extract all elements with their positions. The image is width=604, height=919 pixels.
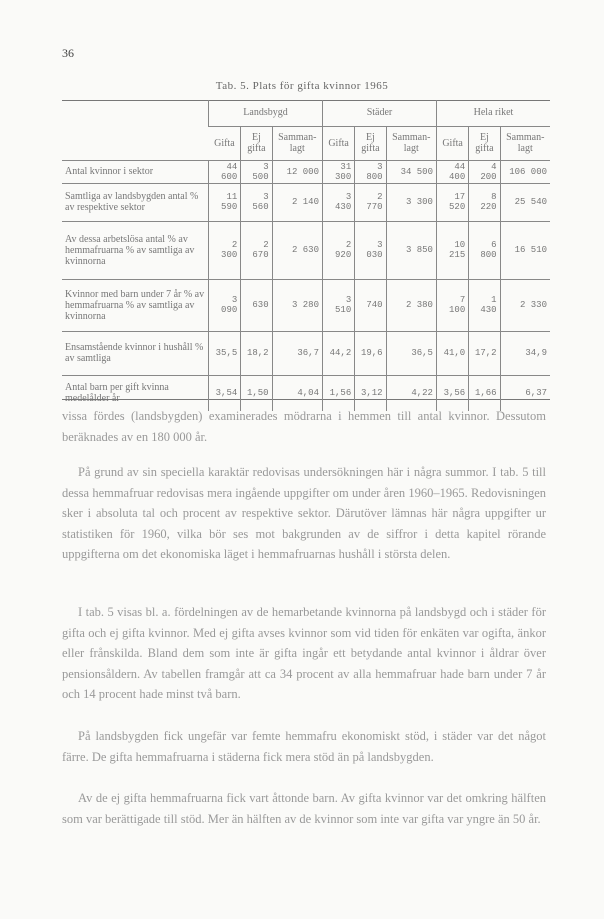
- cell: 2 920: [322, 221, 354, 279]
- group-header-3: Hela riket: [436, 100, 550, 126]
- row-label: Antal barn per gift kvinna medelålder år: [62, 375, 209, 411]
- cell: 44,2: [322, 331, 354, 375]
- cell: 3 500: [241, 160, 272, 183]
- col-header: Ej gifta: [469, 126, 500, 160]
- cell: 12 000: [272, 160, 322, 183]
- cell: 3,56: [436, 375, 468, 411]
- row-label: Samtliga av landsbygden antal % av respektive sektor: [62, 183, 209, 221]
- cell: 1,50: [241, 375, 272, 411]
- cell: 3 300: [386, 183, 436, 221]
- cell: 2 630: [272, 221, 322, 279]
- cell: 36,7: [272, 331, 322, 375]
- cell: 4,04: [272, 375, 322, 411]
- cell: 3 800: [355, 160, 386, 183]
- cell: 4,22: [386, 375, 436, 411]
- col-header: Gifta: [209, 126, 241, 160]
- cell: 3 560: [241, 183, 272, 221]
- col-header: Samman-lagt: [500, 126, 550, 160]
- page-number: 36: [62, 46, 74, 60]
- data-table: [62, 100, 550, 411]
- cell: 3 510: [322, 279, 354, 331]
- table-row: [62, 160, 550, 183]
- cell: 10 215: [436, 221, 468, 279]
- cell: 3,12: [355, 375, 386, 411]
- cell: 35,5: [209, 331, 241, 375]
- cell: 8 220: [469, 183, 500, 221]
- cell: 6 800: [469, 221, 500, 279]
- col-header: Samman-lagt: [386, 126, 436, 160]
- cell: 740: [355, 279, 386, 331]
- cell: 25 540: [500, 183, 550, 221]
- cell: 1,66: [469, 375, 500, 411]
- col-header: Ej gifta: [241, 126, 272, 160]
- cell: 4 200: [469, 160, 500, 183]
- paragraph-1: vissa fördes (landsbygden) examinerades mödrarna i hemmen till antal kvinnor. Dessutom beräknades av en 180 000 år.: [62, 409, 546, 444]
- row-label: Antal kvinnor i sektor: [65, 166, 154, 177]
- cell: 19,6: [355, 331, 386, 375]
- cell: 17 520: [436, 183, 468, 221]
- cell: 1 430: [469, 279, 500, 331]
- cell: 2 330: [500, 279, 550, 331]
- cell: 2 140: [272, 183, 322, 221]
- cell: 31 300: [322, 160, 354, 183]
- col-header: Ej gifta: [355, 126, 386, 160]
- table-row: [62, 221, 550, 279]
- cell: 106 000: [500, 160, 550, 183]
- cell: 1,56: [322, 375, 354, 411]
- cell: 17,2: [469, 331, 500, 375]
- cell: 11 590: [209, 183, 241, 221]
- cell: 3 030: [355, 221, 386, 279]
- table-row: [62, 183, 550, 221]
- table-caption: Tab. 5. Plats för gifta kvinnor 1965: [215, 80, 389, 92]
- cell: 34 500: [386, 160, 436, 183]
- cell: 3,54: [209, 375, 241, 411]
- cell: 3 280: [272, 279, 322, 331]
- cell: 16 510: [500, 221, 550, 279]
- paragraph-5: Av de ej gifta hemmafruarna fick vart åttonde barn. Av gifta kvinnor var det omkring hälften som var berättigade till stöd. Mer än hälften av de kvinnor som inte var gifta var yngre än 50 år.: [62, 791, 546, 826]
- col-header: Gifta: [322, 126, 354, 160]
- paragraph-2: På grund av sin speciella karaktär redovisas undersökningen här i några summor. I tab. 5 till dessa hemmafruar redovisas mera ingående uppgifter om under åren 1960–1965. Redovisningen sker i absoluta tal och procent av respektive sektor. Därutöver lämnas här några uppgifter ur statistiken för 1960, vilka bör ses mot bakgrunden av de siffror i detta kapitel rörande uppgifterna om det ekonomiska läget i hemmafruarnas hushåll i största delen.: [62, 465, 546, 561]
- paragraph-4: På landsbygden fick ungefär var femte hemmafru ekonomiskt stöd, i städer var det något färre. De gifta hemmafruarna i städerna fick mera stöd än på landsbygden.: [62, 729, 546, 764]
- group-header-2: Städer: [322, 100, 436, 126]
- stub-header: [62, 100, 209, 160]
- cell: 2 770: [355, 183, 386, 221]
- row-label: Ensamstående kvinnor i hushåll % av samtliga: [62, 331, 209, 375]
- paragraph-3: I tab. 5 visas bl. a. fördelningen av de hemarbetande kvinnorna på landsbygd och i städer för gifta och ej gifta kvinnor. Med ej gifta avses kvinnor som vid tiden för enkäten var ogifta, änkor eller frånskilda. Bland dem som inte är gifta ingår ett betydande antal kvinnor i åldrar över pensionsåldern. Av tabellen framgår att ca 34 procent av alla hemmafruar hade barn under 7 år och 14 procent hade minst två barn.: [62, 605, 546, 701]
- cell: 7 100: [436, 279, 468, 331]
- row-label: Av dessa arbetslösa antal % av hemmafruarna % av samtliga av kvinnorna: [62, 221, 209, 279]
- table-row: [62, 331, 550, 375]
- cell: 41,0: [436, 331, 468, 375]
- col-header: Samman-lagt: [272, 126, 322, 160]
- cell: 2 300: [209, 221, 241, 279]
- cell: 36,5: [386, 331, 436, 375]
- cell: 6,37: [500, 375, 550, 411]
- cell: 3 850: [386, 221, 436, 279]
- row-label: Kvinnor med barn under 7 år % av hemmafruarna % av samtliga av kvinnorna: [62, 279, 209, 331]
- cell: 44 600: [209, 160, 241, 183]
- cell: 630: [241, 279, 272, 331]
- cell: 44 400: [436, 160, 468, 183]
- col-header: Gifta: [436, 126, 468, 160]
- cell: 3 430: [322, 183, 354, 221]
- cell: 2 670: [241, 221, 272, 279]
- cell: 3 090: [209, 279, 241, 331]
- cell: 18,2: [241, 331, 272, 375]
- cell: 2 380: [386, 279, 436, 331]
- group-header-1: Landsbygd: [209, 100, 323, 126]
- table-row: [62, 279, 550, 331]
- cell: 34,9: [500, 331, 550, 375]
